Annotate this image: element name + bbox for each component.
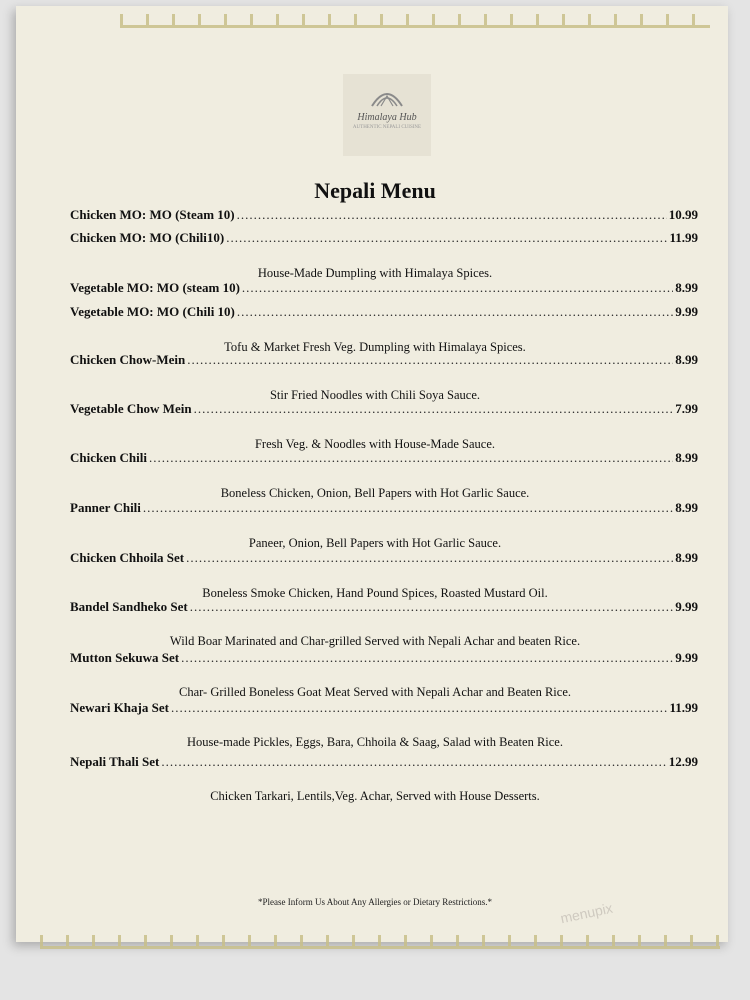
menu-item-price: 8.99 — [675, 550, 698, 565]
menu-item-description: Paneer, Onion, Bell Papers with Hot Garlic Sauce. — [248, 536, 502, 550]
dot-leader — [226, 230, 667, 246]
menu-item-name: Vegetable MO: MO (Chili 10) — [70, 304, 235, 319]
menu-item — [70, 498, 698, 516]
dot-leader — [143, 500, 673, 516]
menu-item-price: 8.99 — [675, 500, 698, 515]
menu-item-name: Bandel Sandheko Set — [70, 599, 188, 614]
menu-item — [70, 698, 698, 716]
menu-item-description: Boneless Chicken, Onion, Bell Papers with Hot Garlic Sauce. — [220, 486, 530, 500]
menu-item-name: Panner Chili — [70, 500, 141, 515]
menu-item-description: Chicken Tarkari, Lentils,Veg. Achar, Served with House Desserts. — [210, 789, 540, 803]
menu-item-name: Mutton Sekuwa Set — [70, 650, 180, 665]
menu-item — [70, 302, 698, 320]
menu-item — [70, 648, 698, 666]
dot-leader — [194, 401, 674, 417]
mountain-icon — [370, 84, 404, 108]
menu-item — [70, 597, 698, 615]
menu-item-description: Char- Grilled Boneless Goat Meat Served with Nepali Achar and Beaten Rice. — [179, 685, 571, 699]
dot-leader — [149, 450, 673, 466]
menu-item-price: 11.99 — [669, 230, 698, 245]
menu-item-description: House-made Pickles, Eggs, Bara, Chhoila & Saag, Salad with Beaten Rice. — [187, 735, 563, 749]
menu-item-name: Chicken Chhoila Set — [70, 550, 185, 565]
decorative-border-top — [120, 14, 710, 28]
dot-leader — [181, 650, 673, 666]
dot-leader — [187, 352, 673, 368]
dot-leader — [237, 207, 667, 223]
decorative-border-bottom — [40, 935, 720, 949]
menu-item-name: Chicken Chili — [70, 450, 147, 465]
menu-item-name: Vegetable MO: MO (steam 10) — [70, 280, 240, 295]
dot-leader — [186, 550, 673, 566]
dot-leader — [242, 280, 673, 296]
menu-item-name: Chicken MO: MO (Steam 10) — [70, 207, 235, 222]
menu-item-description: Stir Fried Noodles with Chili Soya Sauce. — [269, 388, 481, 402]
menu-item — [70, 228, 698, 246]
menu-item — [70, 205, 698, 223]
menu-item-name: Chicken Chow-Mein — [70, 352, 186, 367]
menu-item-name: Chicken MO: MO (Chili10) — [70, 230, 225, 245]
logo-name: Himalaya Hub — [357, 112, 417, 123]
menu-item-price: 8.99 — [675, 450, 698, 465]
menu-item-name: Newari Khaja Set — [70, 700, 169, 715]
restaurant-logo — [343, 74, 431, 156]
menu-title: Nepali Menu — [314, 178, 436, 203]
dot-leader — [190, 599, 673, 615]
menu-item-description: Fresh Veg. & Noodles with House-Made Sauce. — [254, 437, 495, 451]
menu-item-price: 9.99 — [675, 599, 698, 614]
menu-item-price: 8.99 — [675, 352, 698, 367]
watermark: menupix — [558, 899, 615, 927]
menu-item — [70, 350, 698, 368]
dot-leader — [161, 754, 666, 770]
menu-item-description: Tofu & Market Fresh Veg. Dumpling with Himalaya Spices. — [224, 340, 526, 354]
allergy-note: *Please Inform Us About Any Allergies or Dietary Restrictions.* — [257, 897, 493, 907]
menu-item-price: 12.99 — [668, 754, 698, 769]
menu-item-price: 9.99 — [675, 304, 698, 319]
menu-item-price: 9.99 — [675, 650, 698, 665]
menu-item-description: Wild Boar Marinated and Char-grilled Served with Nepali Achar and beaten Rice. — [169, 634, 581, 648]
menu-item-description: Boneless Smoke Chicken, Hand Pound Spices, Roasted Mustard Oil. — [202, 586, 548, 600]
menu-item-price: 11.99 — [669, 700, 698, 715]
menu-item — [70, 548, 698, 566]
dot-leader — [171, 700, 668, 716]
dot-leader — [237, 304, 673, 320]
menu-item-name: Nepali Thali Set — [70, 754, 160, 769]
menu-item — [70, 448, 698, 466]
logo-tagline: AUTHENTIC NEPALI CUISINE — [352, 125, 422, 130]
menu-item — [70, 278, 698, 296]
menu-item — [70, 399, 698, 417]
menu-item — [70, 752, 698, 770]
menu-item-price: 8.99 — [675, 280, 698, 295]
menu-item-price: 10.99 — [668, 207, 698, 222]
menu-item-description: House-Made Dumpling with Himalaya Spices. — [257, 266, 493, 280]
menu-item-price: 7.99 — [675, 401, 698, 416]
menu-item-name: Vegetable Chow Mein — [70, 401, 192, 416]
